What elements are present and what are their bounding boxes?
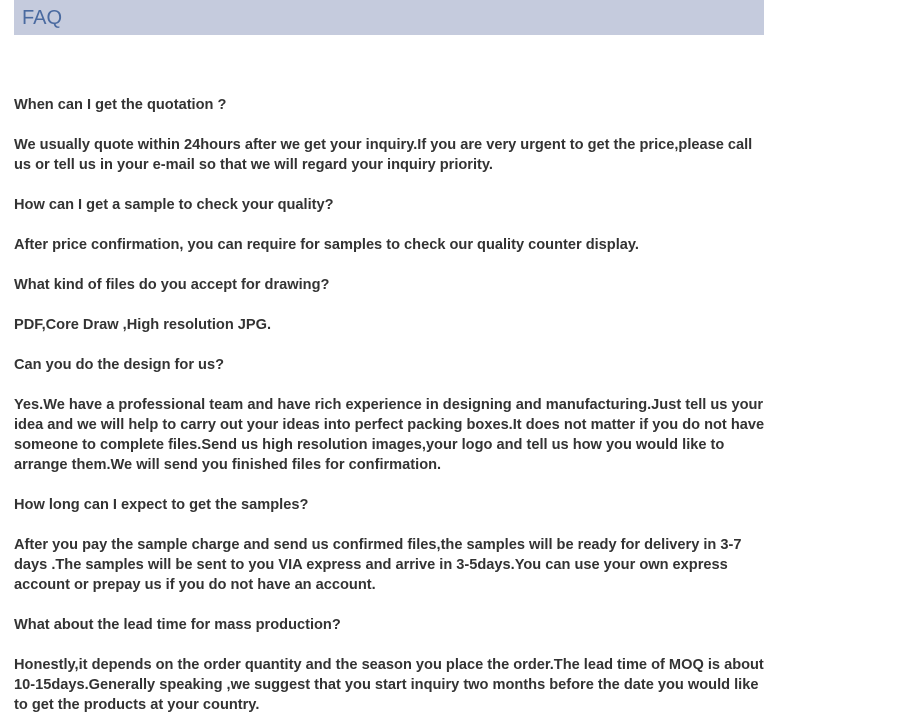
faq-content bbox=[14, 95, 766, 721]
faq-title: FAQ bbox=[22, 7, 63, 29]
faq-question: What about the lead time for mass production? bbox=[14, 617, 341, 633]
faq-question: What kind of files do you accept for drawing? bbox=[14, 277, 330, 293]
faq-question: How can I get a sample to check your quality? bbox=[14, 197, 334, 213]
faq-question: When can I get the quotation ? bbox=[14, 97, 227, 113]
faq-answer: We usually quote within 24hours after we get your inquiry.If you are very urgent to get the price,please call us or tell us in your e-mail so that we will regard your inquiry priority. bbox=[14, 137, 753, 173]
faq-answer: PDF,Core Draw ,High resolution JPG. bbox=[14, 317, 272, 333]
faq-answer: After you pay the sample charge and send us confirmed files,the samples will be ready for delivery in 3-7 days .The samples will be sent to you VIA express and arrive in 3-5days.You can use your own express account or prepay us if you do not have an account. bbox=[14, 537, 742, 593]
faq-answer: After price confirmation, you can require for samples to check our quality counter display. bbox=[14, 237, 639, 253]
faq-question: How long can I expect to get the samples? bbox=[14, 497, 309, 513]
faq-answer: Yes.We have a professional team and have rich experience in designing and manufacturing.Just tell us your idea and we will help to carry out your ideas into perfect packing boxes.It does not matter if you do not have someone to complete files.Send us high resolution images,your logo and tell us how you would like to arrange them.We will send you finished files for confirmation. bbox=[14, 397, 765, 473]
faq-answer: Honestly,it depends on the order quantity and the season you place the order.The lead time of MOQ is about 10-15days.Generally speaking ,we suggest that you start inquiry two months before the date you would like to get the products at your country. bbox=[14, 657, 764, 713]
faq-question: Can you do the design for us? bbox=[14, 357, 224, 373]
faq-header-bar bbox=[14, 0, 764, 35]
